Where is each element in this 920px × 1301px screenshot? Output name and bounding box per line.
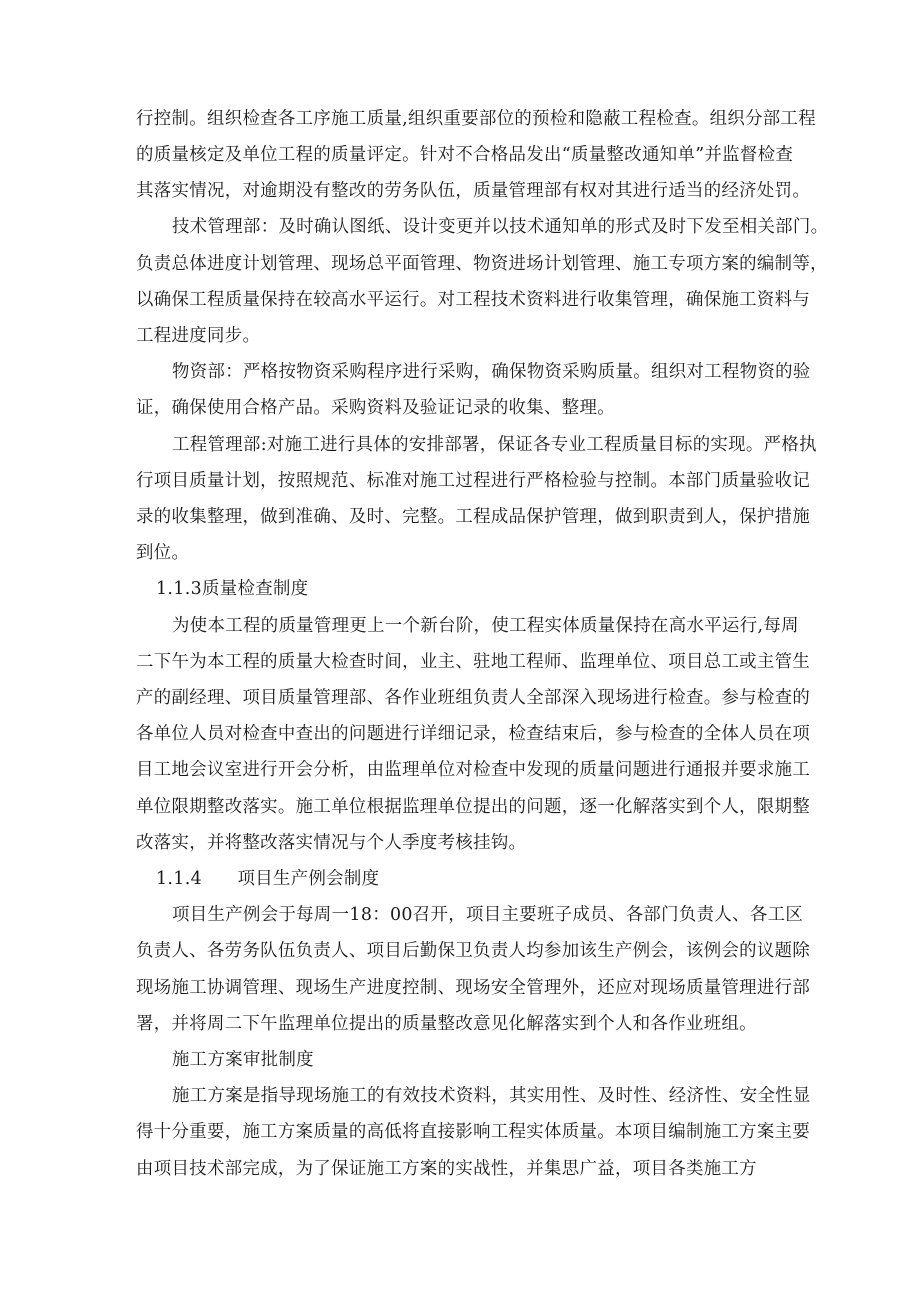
body-line: 为使本工程的质量管理更上一个新台阶，使工程实体质量保持在高水平运行,每周 xyxy=(172,616,799,636)
body-line: 施工方案是指导现场施工的有效技术资料，其实用性、及时性、经济性、安全性显 xyxy=(172,1086,811,1106)
body-line: 署，并将周二下午监理单位提出的质量整改意见化解落实到个人和各作业班组。 xyxy=(136,1014,757,1034)
body-line: 得十分重要，施工方案质量的高低将直接影响工程实体质量。本项目编制施工方案主要 xyxy=(136,1122,811,1142)
body-line: 的质量核定及单位工程的质量评定。针对不合格品发出“质量整改通知单”并监督检查 xyxy=(136,145,794,165)
body-line: 行控制。组织检查各工序施工质量,组织重要部位的预检和隐蔽工程检查。组织分部工程 xyxy=(136,109,817,129)
body-line: 工程管理部:对施工进行具体的安排部署，保证各专业工程质量目标的实现。严格执 xyxy=(172,435,817,455)
body-line: 目工地会议室进行开会分析，由监理单位对检查中发现的质量问题进行通报并要求施工 xyxy=(136,760,811,780)
body-line: 产的副经理、项目质量管理部、各作业班组负责人全部深入现场进行检查。参与检查的 xyxy=(136,688,811,708)
body-line: 改落实，并将整改落实情况与个人季度考核挂钩。 xyxy=(136,833,527,853)
section-heading: 施工方案审批制度 xyxy=(172,1050,314,1070)
body-line: 行项目质量计划，按照规范、标准对施工过程进行严格检验与控制。本部门质量验收记 xyxy=(136,471,811,491)
body-line: 工程进度同步。 xyxy=(136,326,261,346)
body-line: 其落实情况，对逾期没有整改的劳务队伍，质量管理部有权对其进行适当的经济处罚。 xyxy=(136,181,811,201)
body-line: 单位限期整改落实。施工单位根据监理单位提出的问题，逐一化解落实到个人，限期整 xyxy=(136,797,811,817)
body-line: 项目生产例会于每周一18：00召开，项目主要班子成员、各部门负责人、各工区 xyxy=(172,905,804,925)
body-line: 录的收集整理，做到准确、及时、完整。工程成品保护管理，做到职责到人，保护措施 xyxy=(136,507,811,527)
body-line: 物资部：严格按物资采购程序进行采购，确保物资采购质量。组织对工程物资的验 xyxy=(172,362,811,382)
body-line: 以确保工程质量保持在较高水平运行。对工程技术资料进行收集管理，确保施工资料与 xyxy=(136,290,811,310)
body-line: 负责人、各劳务队伍负责人、项目后勤保卫负责人均参加该生产例会，该例会的议题除 xyxy=(136,941,811,961)
body-line: 由项目技术部完成，为了保证施工方案的实战性，并集思广益，项目各类施工方 xyxy=(136,1159,757,1179)
body-line: 技术管理部：及时确认图纸、设计变更并以技术通知单的形式及时下发至相关部门。 xyxy=(172,217,829,237)
section-heading: 1.1.4 项目生产例会制度 xyxy=(156,869,380,889)
body-line: 二下午为本工程的质量大检查时间，业主、驻地工程师、监理单位、项目总工或主管生 xyxy=(136,652,811,672)
section-heading: 1.1.3质量检查制度 xyxy=(156,579,309,599)
body-line: 现场施工协调管理、现场生产进度控制、现场安全管理外，还应对现场质量管理进行部 xyxy=(136,978,811,998)
body-line: 证，确保使用合格产品。采购资料及验证记录的收集、整理。 xyxy=(136,398,615,418)
body-line: 到位。 xyxy=(136,543,190,563)
body-line: 负责总体进度计划管理、现场总平面管理、物资进场计划管理、施工专项方案的编制等， xyxy=(136,254,828,274)
body-line: 各单位人员对检查中查出的问题进行详细记录，检查结束后，参与检查的全体人员在项 xyxy=(136,724,811,744)
